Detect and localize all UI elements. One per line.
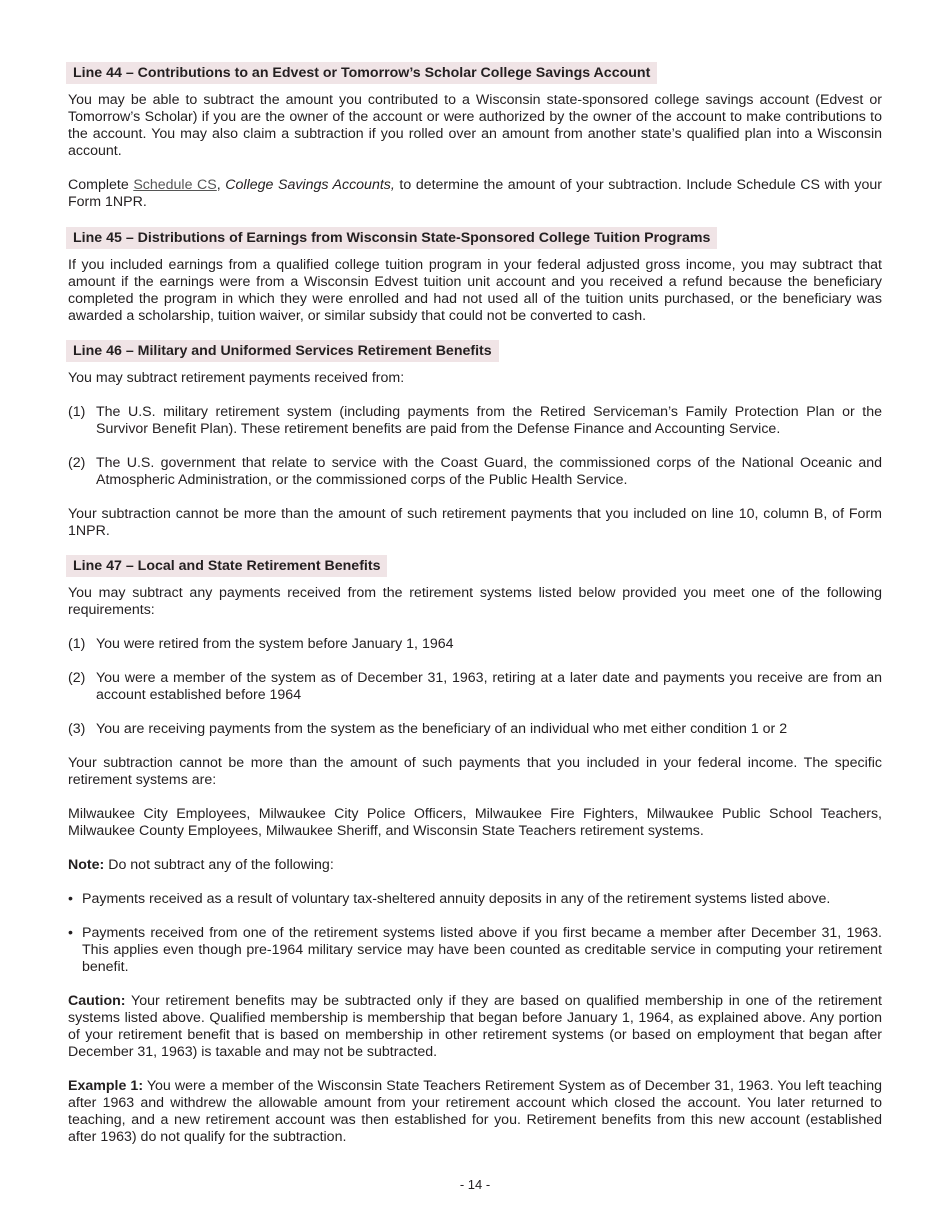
list-text: The U.S. government that relate to service with the Coast Guard, the commissioned corps of the National Oceanic and Atmospheric Administration, or the commissioned corps of the Public Health Service.: [96, 455, 882, 488]
text: ,: [216, 177, 226, 193]
list-text: You are receiving payments from the system as the beneficiary of an individual who met either condition 1 or 2: [96, 721, 788, 737]
line-46-limit-paragraph: Your subtraction cannot be more than the amount of such retirement payments that you included on line 10, column B, of Form 1NPR.: [68, 506, 882, 539]
bullet-item: [68, 891, 882, 908]
text: Complete: [68, 177, 134, 193]
schedule-cs-link[interactable]: Schedule CS: [133, 177, 217, 193]
bullet-icon: •: [68, 891, 73, 907]
example-label: Example 1:: [68, 1078, 144, 1094]
list-item: [68, 455, 882, 489]
list-text: You were retired from the system before January 1, 1964: [96, 636, 454, 652]
line-45-paragraph: If you included earnings from a qualified college tuition program in your federal adjusted gross income, you may subtract that amount if the earnings were from a Wisconsin Edvest tuition unit account and you received a refund because the beneficiary completed the program in which they were enrolled and had not used all of the tuition units purchased, or the beneficiary was awarded a scholarship, tuition waiver, or similar subsidy that could not be converted to cash.: [68, 257, 882, 324]
example-text: You were a member of the Wisconsin State Teachers Retirement System as of December 31, 1963. You left teaching after 1963 and withdrew the allowable amount from your retirement account which closed the account. You later returned to teaching, and a new retirement account was then established for you. Retirement benefits from this new account (established after 1963) do not qualify for the subtraction.: [68, 1078, 883, 1145]
caution-label: Caution:: [68, 993, 126, 1009]
list-number: (1): [68, 404, 86, 420]
retirement-systems-list: Milwaukee City Employees, Milwaukee City Police Officers, Milwaukee Fire Fighters, Milwaukee Public School Teachers, Milwaukee County Employees, Milwaukee Sheriff, and Wisconsin State Teachers retirement systems.: [68, 806, 882, 839]
line-44-schedule-paragraph: [68, 177, 882, 211]
schedule-title: College Savings Accounts,: [225, 177, 395, 193]
text: to determine the amount of your subtraction. Include Schedule CS with your Form 1NPR.: [68, 177, 882, 210]
list-text: You were a member of the system as of December 31, 1963, retiring at a later date and payments you receive are from an account established before 1964: [96, 670, 882, 703]
line-44-heading: Line 44 – Contributions to an Edvest or Tomorrow’s Scholar College Savings Account: [66, 62, 657, 84]
list-number: (2): [68, 670, 86, 686]
line-47-heading: Line 47 – Local and State Retirement Benefits: [66, 555, 387, 577]
note-text: Do not subtract any of the following:: [104, 857, 334, 873]
bullet-text: Payments received as a result of voluntary tax-sheltered annuity deposits in any of the retirement systems listed above.: [82, 891, 831, 907]
example-paragraph: [68, 1078, 882, 1146]
list-item: [68, 636, 882, 653]
bullet-item: [68, 925, 882, 976]
line-46-intro: You may subtract retirement payments received from:: [68, 370, 405, 386]
line-47-limit-paragraph: Your subtraction cannot be more than the amount of such payments that you included in your federal income. The specific retirement systems are:: [68, 755, 882, 788]
note-paragraph: [68, 857, 882, 874]
list-text: The U.S. military retirement system (including payments from the Retired Serviceman’s Family Protection Plan or the Survivor Benefit Plan). These retirement benefits are paid from the Defense Finance and Accounting Service.: [96, 404, 882, 437]
line-46-heading: Line 46 – Military and Uniformed Services Retirement Benefits: [66, 340, 499, 362]
caution-text: Your retirement benefits may be subtracted only if they are based on qualified membership in one of the retirement systems listed above. Qualified membership is membership that began before January 1, 1964, as explained above. Any portion of your retirement benefit that is based on membership in other retirement systems (or based on employment that began after December 31, 1963) is taxable and may not be subtracted.: [68, 993, 882, 1060]
list-item: [68, 721, 882, 738]
bullet-text: Payments received from one of the retirement systems listed above if you first became a member after December 31, 1963. This applies even though pre-1964 military service may have been counted as creditable service in computing your retirement benefit.: [82, 925, 882, 975]
document-body: [68, 62, 882, 1146]
note-label: Note:: [68, 857, 105, 873]
line-47-intro: You may subtract any payments received from the retirement systems listed below provided you meet one of the following requirements:: [68, 585, 882, 618]
list-number: (1): [68, 636, 86, 652]
line-45-heading: Line 45 – Distributions of Earnings from Wisconsin State-Sponsored College Tuition Programs: [66, 227, 717, 249]
list-number: (3): [68, 721, 86, 737]
list-number: (2): [68, 455, 86, 471]
page-number: - 14 -: [459, 1177, 491, 1192]
list-item: [68, 404, 882, 438]
caution-paragraph: [68, 993, 882, 1061]
list-item: [68, 670, 882, 704]
bullet-icon: •: [68, 925, 73, 941]
line-44-paragraph: You may be able to subtract the amount you contributed to a Wisconsin state-sponsored college savings account (Edvest or Tomorrow’s Scholar) if you are the owner of the account or were authorized by the owner of the account to make contributions to the account. You may also claim a subtraction if you rolled over an amount from another state’s qualified plan into a Wisconsin account.: [68, 92, 882, 159]
